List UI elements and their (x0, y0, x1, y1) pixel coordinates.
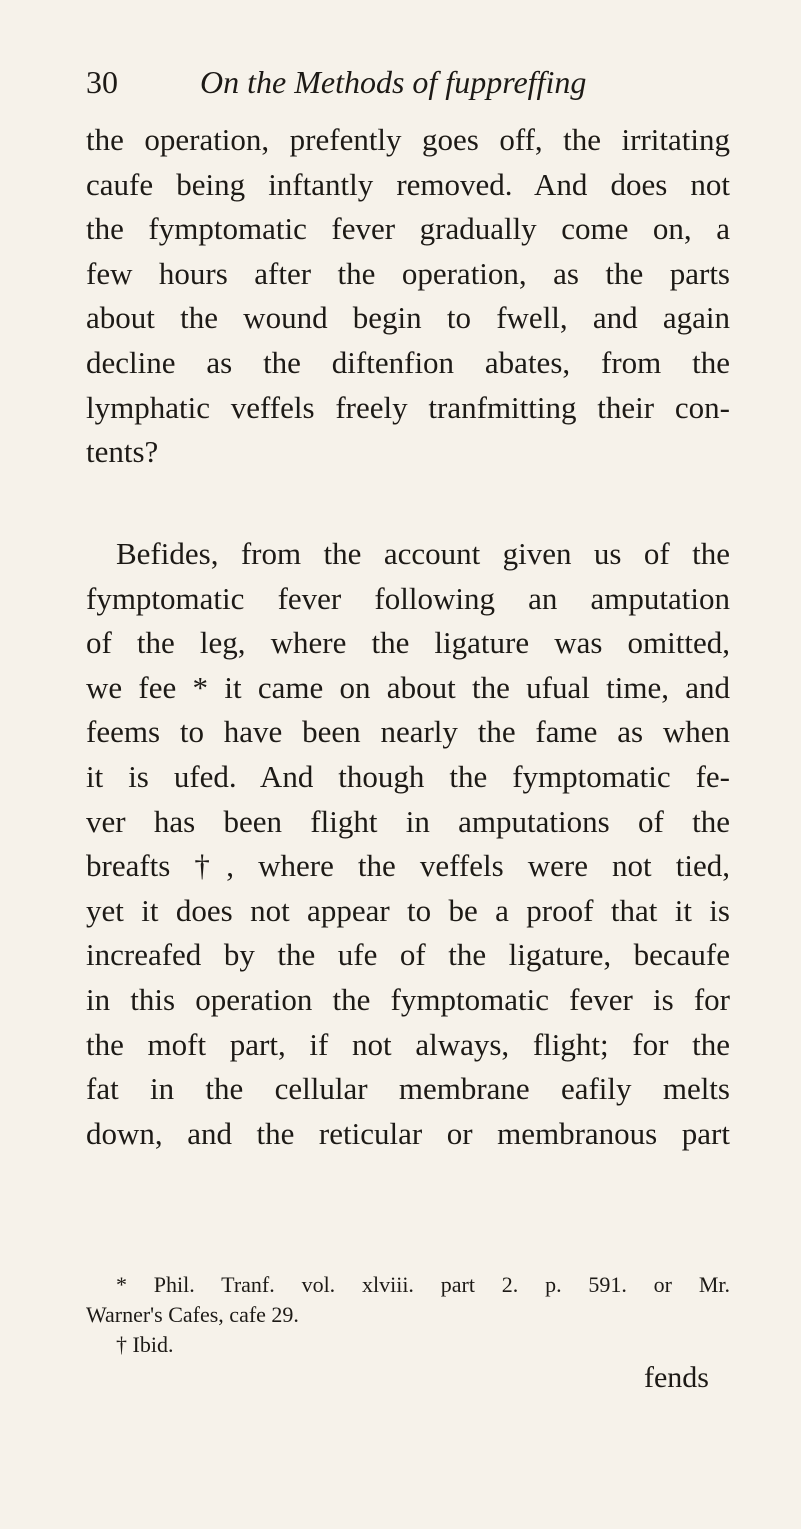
text-line: few hours after the operation, as the parts (86, 255, 730, 291)
text-line: fymptomatic fever following an amputation (86, 580, 730, 616)
catchword: fends (644, 1361, 709, 1394)
text-line: lymphatic veffels freely tranfmitting their con- (86, 389, 730, 425)
running-title: On the Methods of fuppreffing (200, 64, 587, 100)
text-line: the moft part, if not always, flight; for the (86, 1026, 730, 1062)
text-line: the fymptomatic fever gradually come on, a (86, 211, 730, 247)
text-line: the operation, prefently goes off, the irritating (86, 122, 730, 157)
text-line: fat in the cellular membrane eafily melts (86, 1071, 730, 1107)
text-line: caufe being inftantly removed. And does not (86, 166, 730, 202)
text-line: increafed by the ufe of the ligature, becaufe (86, 937, 730, 973)
text-line: breafts †, where the veffels were not tied, (86, 848, 730, 884)
footnote-line: Warner's Cafes, cafe 29. (86, 1302, 299, 1327)
text-line: ver has been flight in amputations of the (86, 803, 730, 839)
text-line: we fee * it came on about the ufual time, and (86, 669, 730, 705)
text-line: yet it does not appear to be a proof that it is (86, 892, 730, 928)
page-number: 30 (86, 64, 118, 100)
text-line: about the wound begin to fwell, and again (86, 300, 730, 336)
text-line: tents? (86, 434, 159, 470)
text-line: it is ufed. And though the fymptomatic fe- (86, 758, 730, 794)
paragraph-one (86, 118, 730, 475)
page-header (86, 62, 726, 110)
text-line: of the leg, where the ligature was omitted, (86, 625, 730, 661)
text-line: Befides, from the account given us of the (116, 536, 730, 571)
text-line: in this operation the fymptomatic fever is for (86, 981, 730, 1017)
text-line: down, and the reticular or membranous part (86, 1115, 730, 1151)
text-line: decline as the diftenfion abates, from the (86, 344, 730, 380)
footnotes (86, 1270, 730, 1360)
text-line: feems to have been nearly the fame as when (86, 714, 730, 750)
footnote-line: * Phil. Tranf. vol. xlviii. part 2. p. 591. or Mr. (116, 1272, 730, 1297)
footnote-line: † Ibid. (116, 1332, 174, 1357)
paragraph-two (86, 532, 730, 1156)
